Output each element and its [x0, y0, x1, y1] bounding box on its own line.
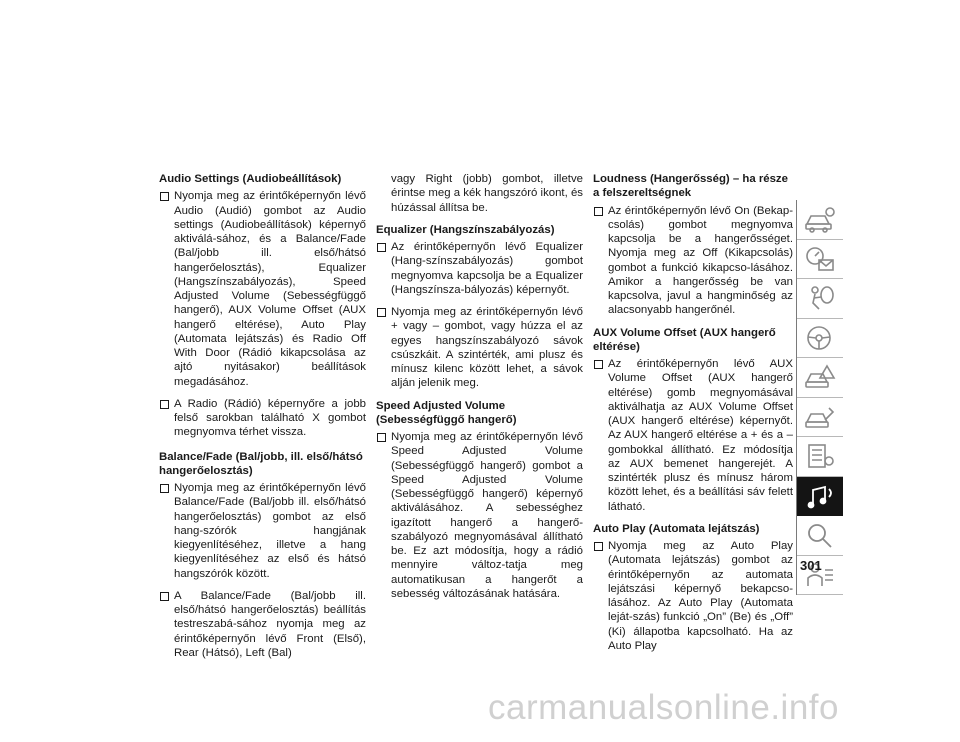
tab-safety[interactable] — [797, 279, 843, 319]
bullet-aux-volume-offset: Az érintőképernyőn lévő AUX Volume Offset (AUX hangerő eltérése) gomb megnyomásával aktiválhatja az AUX Volume Offset (AUX hangerő eltérése) képernyőt. Az AUX hangerő eltérése a + és a – gombokkal állítható. Ez módosítja az AUX bemenet hangerejét. A szintérték plusz és mínusz három között lehet, és a beállítási sáv felett látható. — [593, 357, 793, 514]
heading-speed-adjusted-volume: Speed Adjusted Volume (Sebességfüggő hangerő) — [376, 399, 517, 426]
continued-text: vagy Right (jobb) gombot, illetve érintse meg a kék hangszóró ikont, és húzással állítsa be. — [391, 173, 583, 214]
heading-auto-play: Auto Play (Automata lejátszás) — [593, 522, 760, 535]
bullet-auto-play: Nyomja meg az Auto Play (Automata lejátszás) gombot az érintőképernyőn az automata lejátszási képernyő bekapcso-lásához. Az Auto Play (Automata leját-szás) funkció „On” (Be) és „Off” (Ki) állapotba kapcsolható. Ha az Auto Play — [593, 539, 793, 653]
search-icon — [803, 520, 837, 550]
bullet-radio-return: A Radio (Rádió) képernyőre a jobb felső sarokban található X gombot megnyomva térhet vissza. — [159, 397, 366, 440]
car-warning-icon — [803, 362, 837, 392]
dashboard-mail-icon — [803, 244, 837, 274]
tab-starting-operating[interactable] — [797, 319, 843, 359]
heading-balance-fade: Balance/Fade (Bal/jobb, ill. első/hátsó hangerőelosztás) — [159, 450, 363, 477]
tab-servicing[interactable] — [797, 398, 843, 438]
multimedia-note-icon — [803, 481, 837, 511]
column-right — [593, 172, 793, 661]
watermark: carmanualsonline.info — [488, 688, 839, 727]
car-service-icon — [803, 402, 837, 432]
car-info-icon — [803, 204, 837, 234]
column-left — [159, 172, 366, 668]
heading-aux-volume-offset: AUX Volume Offset (AUX hangerő eltérése) — [593, 326, 776, 353]
heading-audio-settings: Audio Settings (Audiobeállítások) — [159, 173, 342, 185]
tab-index[interactable] — [797, 516, 843, 556]
tab-emergency[interactable] — [797, 358, 843, 398]
airbag-icon — [803, 283, 837, 313]
bullet-balance-fade: Nyomja meg az érintőképernyőn lévő Balance/Fade (Bal/jobb ill. első/hátsó hangerőelosztás) gombot az első hang-szórók hangjának kiegyenlítéséhez, illetve a hang kiegyenlítéséhez az első és hátsó hangszórók között. — [159, 481, 366, 581]
chapter-tabs — [796, 200, 843, 595]
bullet-balance-customize: A Balance/Fade (Bal/jobb ill. első/hátsó hangerőelosztás) beállítás testreszabá-sához nyomja meg az érintőképernyőn lévő Front (Első), Rear (Hátsó), Left (Bal) — [159, 589, 366, 660]
steering-wheel-icon — [803, 323, 837, 353]
bullet-equalizer-open: Az érintőképernyőn lévő Equalizer (Hang-színszabályozás) gombot megnyomva kapcsolja be a Equalizer (Hangszínsza-bályozás) képernyőt. — [376, 240, 583, 297]
bullet-loudness: Az érintőképernyőn lévő On (Bekap-csolás) gombot megnyomva kapcsolja be a hangerősséget. Nyomja meg az Off (Kikapcsolás) gombot a funkció kikapcso-lásához. Amikor a hangerősség be van kapcsolva, javul a hangminőség az alacsonyabb hangerőnél. — [593, 204, 793, 318]
tab-multimedia[interactable] — [797, 477, 843, 517]
page-number: 301 — [800, 558, 822, 573]
heading-loudness: Loudness (Hangerősség) – ha része a felszereltségnek — [593, 173, 788, 200]
tab-getting-to-know[interactable] — [797, 240, 843, 280]
heading-equalizer: Equalizer (Hangszínszabályozás) — [376, 223, 555, 236]
specs-list-icon — [803, 441, 837, 471]
tab-technical-specs[interactable] — [797, 437, 843, 477]
bullet-audio-settings: Nyomja meg az érintőképernyőn lévő Audio (Audió) gombot az Audio settings (Audiobeállítások) képernyő aktiválá-sához, és a Balance/Fade (Bal/jobb ill. első/hátsó hangerőelosztás), Equalizer (Hangszínszabályozás), Speed Adjusted Volume (Sebességfüggő hangerő), AUX Volume Offset (AUX hangerő eltérése), Auto Play (Automata lejátszás) és Radio Off With Door (Rádió kikapcsolása az ajtó nyitásakor) beállítások megadásához. — [159, 189, 366, 389]
tab-vehicle-overview[interactable] — [797, 200, 843, 240]
bullet-speed-adjusted-volume: Nyomja meg az érintőképernyőn lévő Speed Adjusted Volume (Sebességfüggő hangerő) gombot a Speed Adjusted Volume (Sebességfüggő hangerő) képernyő aktiválásához. A sebességhez igazított hangerő a hangerő-szabályozó megnyomásával állítható be. Ez azt módosítja, hogy a rádió mennyire változ-tatja meg automatikusan a hangerőt a sebesség változásának hatására. — [376, 430, 583, 601]
column-middle — [376, 172, 583, 609]
bullet-equalizer-adjust: Nyomja meg az érintőképernyőn lévő + vagy – gombot, vagy húzza el az egyes hangszínszabályozó sávok csúszkáit. A szintérték, ami plusz és mínusz kilenc között lehet, a sávok alján jelenik meg. — [376, 305, 583, 391]
